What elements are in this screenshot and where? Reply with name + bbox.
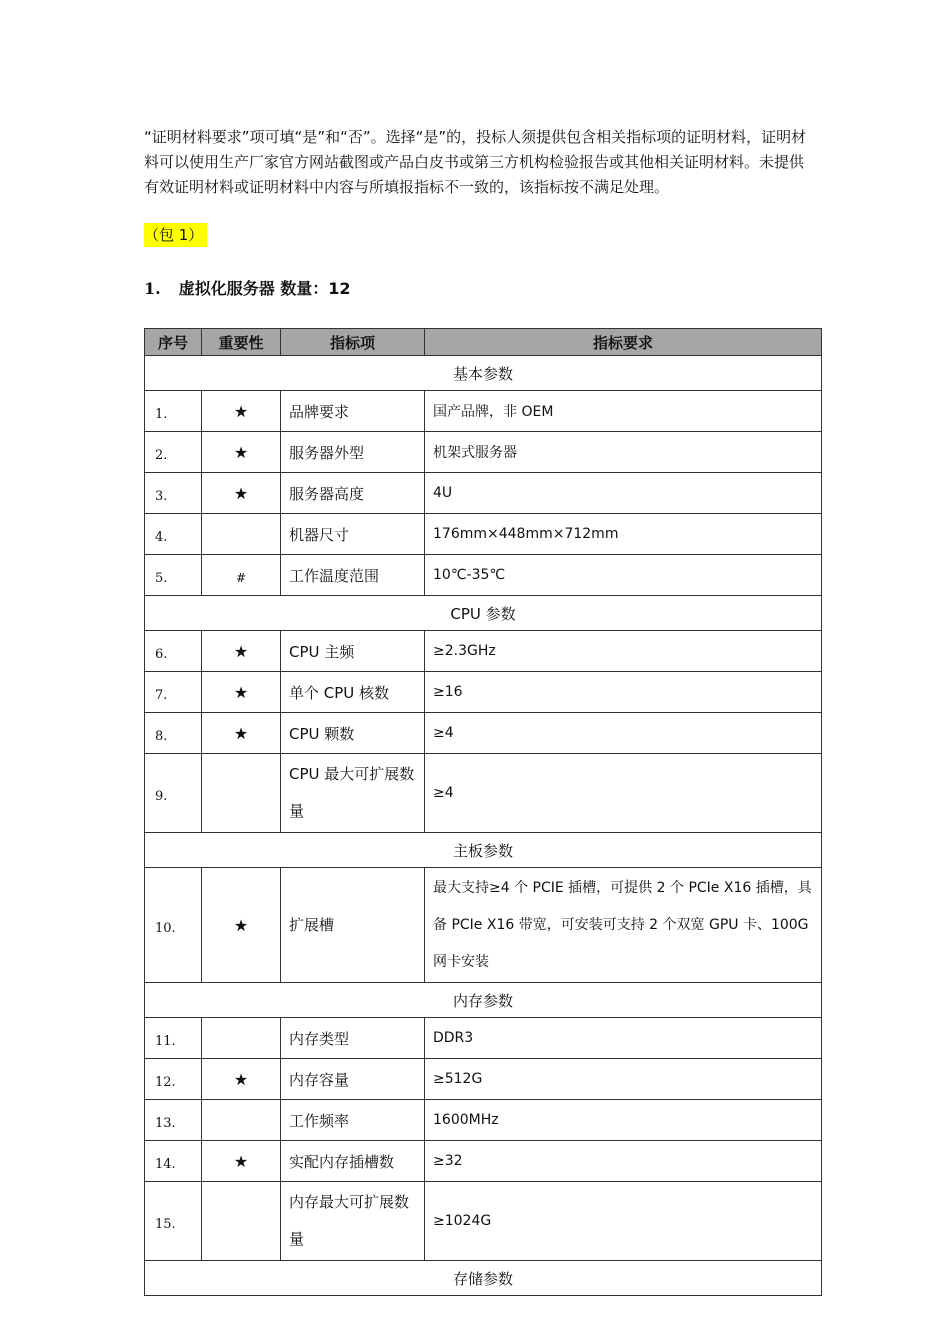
table-row <box>145 514 822 555</box>
section-heading: 虚拟化服务器 数量：12 <box>178 279 351 298</box>
row-importance <box>202 754 281 833</box>
star-icon: ★ <box>202 631 281 672</box>
hash-icon: # <box>202 555 281 596</box>
row-index: 10. <box>145 868 202 983</box>
row-requirement: ≥32 <box>425 1141 822 1182</box>
row-importance <box>202 1018 281 1059</box>
row-requirement: 10℃-35℃ <box>425 555 822 596</box>
table-row <box>145 754 822 833</box>
row-index: 8. <box>145 713 202 754</box>
header-requirement: 指标要求 <box>425 329 822 356</box>
star-icon: ★ <box>202 391 281 432</box>
row-item: 服务器高度 <box>281 473 425 514</box>
table-row <box>145 1182 822 1261</box>
row-item: CPU 最大可扩展数量 <box>281 754 425 833</box>
table-row <box>145 473 822 514</box>
row-importance <box>202 1100 281 1141</box>
row-index: 13. <box>145 1100 202 1141</box>
row-item: 工作频率 <box>281 1100 425 1141</box>
row-index: 5. <box>145 555 202 596</box>
row-index: 14. <box>145 1141 202 1182</box>
package-label: （包 1） <box>144 223 207 247</box>
row-requirement: ≥512G <box>425 1059 822 1100</box>
row-requirement: ≥1024G <box>425 1182 822 1261</box>
row-item: 内存类型 <box>281 1018 425 1059</box>
star-icon: ★ <box>202 868 281 983</box>
row-item: 单个 CPU 核数 <box>281 672 425 713</box>
row-requirement: ≥4 <box>425 754 822 833</box>
row-index: 11. <box>145 1018 202 1059</box>
header-index: 序号 <box>145 329 202 356</box>
star-icon: ★ <box>202 473 281 514</box>
table-row <box>145 631 822 672</box>
table-row <box>145 713 822 754</box>
row-requirement: 最大支持≥4 个 PCIE 插槽，可提供 2 个 PCIe X16 插槽，具备 PCIe X16 带宽，可安装可支持 2 个双宽 GPU 卡、100G 网卡安装 <box>425 868 822 983</box>
row-requirement: ≥4 <box>425 713 822 754</box>
section-row-mainboard: 主板参数 <box>145 833 822 868</box>
row-index: 12. <box>145 1059 202 1100</box>
row-item: 品牌要求 <box>281 391 425 432</box>
section-row-memory: 内存参数 <box>145 983 822 1018</box>
row-index: 3. <box>145 473 202 514</box>
row-requirement: ≥2.3GHz <box>425 631 822 672</box>
row-requirement: DDR3 <box>425 1018 822 1059</box>
table-row <box>145 1100 822 1141</box>
row-index: 9. <box>145 754 202 833</box>
spec-table <box>144 328 822 1296</box>
row-item: 实配内存插槽数 <box>281 1141 425 1182</box>
row-item: 内存容量 <box>281 1059 425 1100</box>
header-importance: 重要性 <box>202 329 281 356</box>
table-row <box>145 1018 822 1059</box>
table-row <box>145 868 822 983</box>
row-index: 4. <box>145 514 202 555</box>
row-requirement: 176mm×448mm×712mm <box>425 514 822 555</box>
star-icon: ★ <box>202 1059 281 1100</box>
section-title <box>144 277 351 301</box>
row-item: CPU 主频 <box>281 631 425 672</box>
row-requirement: 4U <box>425 473 822 514</box>
table-row <box>145 1059 822 1100</box>
row-index: 7. <box>145 672 202 713</box>
row-index: 15. <box>145 1182 202 1261</box>
row-requirement: 机架式服务器 <box>425 432 822 473</box>
row-index: 2. <box>145 432 202 473</box>
row-importance <box>202 1182 281 1261</box>
row-item: 工作温度范围 <box>281 555 425 596</box>
star-icon: ★ <box>202 432 281 473</box>
table-row <box>145 391 822 432</box>
row-item: CPU 颗数 <box>281 713 425 754</box>
row-item: 扩展槽 <box>281 868 425 983</box>
section-row-cpu: CPU 参数 <box>145 596 822 631</box>
row-item: 内存最大可扩展数量 <box>281 1182 425 1261</box>
star-icon: ★ <box>202 713 281 754</box>
row-item: 机器尺寸 <box>281 514 425 555</box>
star-icon: ★ <box>202 1141 281 1182</box>
table-header-row <box>145 329 822 356</box>
section-row-basic: 基本参数 <box>145 356 822 391</box>
intro-paragraph: “证明材料要求”项可填“是”和“否”。选择“是”的，投标人须提供包含相关指标项的证明材料，证明材料可以使用生产厂家官方网站截图或产品白皮书或第三方机构检验报告或其他相关证明材料。未提供有效证明材料或证明材料中内容与所填报指标不一致的，该指标按不满足处理。 <box>144 128 807 196</box>
section-row-storage: 存储参数 <box>145 1261 822 1296</box>
star-icon: ★ <box>202 672 281 713</box>
row-requirement: 1600MHz <box>425 1100 822 1141</box>
row-index: 6. <box>145 631 202 672</box>
table-row <box>145 672 822 713</box>
table-row <box>145 432 822 473</box>
row-item: 服务器外型 <box>281 432 425 473</box>
section-number: 1. <box>144 279 161 298</box>
row-index: 1. <box>145 391 202 432</box>
row-requirement: ≥16 <box>425 672 822 713</box>
table-row <box>145 1141 822 1182</box>
row-requirement: 国产品牌，非 OEM <box>425 391 822 432</box>
row-importance <box>202 514 281 555</box>
header-item: 指标项 <box>281 329 425 356</box>
table-row <box>145 555 822 596</box>
